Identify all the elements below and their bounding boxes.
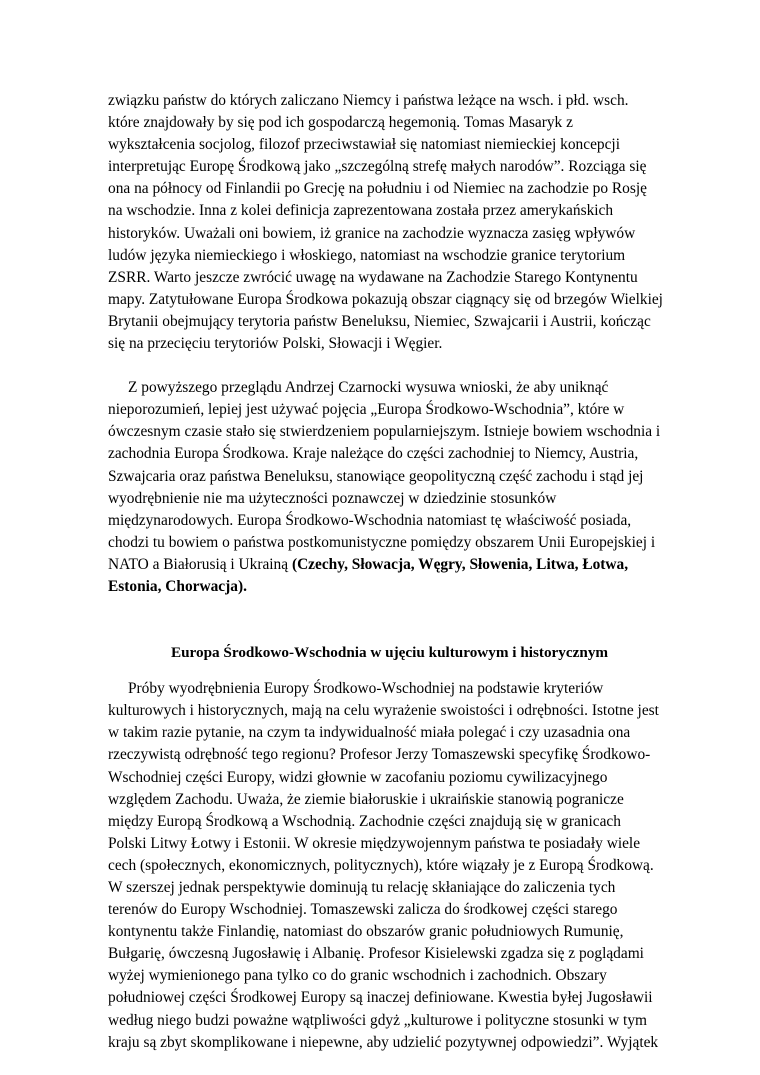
paragraph-3: Próby wyodrębnienia Europy Środkowo-Wschodniej na podstawie kryteriów kulturowych i historycznych, mają na celu wyrażenie swoistości i odrębności. Istotne jest w takim razie pytanie, na czym ta indywidualność miała polegać i czy uzasadnia ona rzeczywistą odrębność tego regionu? Profesor Jerzy Tomaszewski specyfikę Środkowo-Wschodniej części Europy, widzi głownie w zacofaniu poziomu cywilizacyjnego względem Zachodu. Uważa, że ziemie białoruskie i ukraińskie stanowią pogranicze między Europą Środkową a Wschodnią. Zachodnie części znajdują się w granicach Polski Litwy Łotwy i Estonii. W okresie międzywojennym państwa te posiadały wiele cech (społecznych, ekonomicznych, politycznych), które wiązały je z Europą Środkową. W szerszej jednak perspektywie dominują tu relację skłaniające do zaliczenia tych terenów do Europy Wschodniej. Tomaszewski zalicza do środkowej części starego kontynentu także Finlandię, natomiast do obszarów granic południowych Rumunię, Bułgarię, ówczesną Jugosławię i Albanię. Profesor Kisielewski zgadza się z poglądami wyżej wymienionego pana tylko co do granic wschodnich i zachodnich. Obszary południowej części Środkowej Europy są inaczej definiowane. Kwestia byłej Jugosławii według niego budzi poważne wątpliwości gdyż „kulturowe i polityczne stosunki w tym kraju są zbyt skomplikowane i niepewne, aby udzielić pozytywnej odpowiedzi”. Wyjątek bbox=[108, 680, 659, 1051]
paragraph-1: związku państw do których zaliczano Niemcy i państwa leżące na wsch. i płd. wsch. które znajdowały by się pod ich gospodarczą hegemonią. Tomas Masaryk z wykształcenia socjolog, filozof przeciwstawiał się natomiast niemieckiej koncepcji interpretując Europę Środkową jako „szczególną strefę małych narodów”. Rozciąga się ona na północy od Finlandii po Grecję na południu i od Niemiec na zachodzie po Rosję na wschodzie. Inna z kolei definicja zaprezentowana została przez amerykańskich historyków. Uważali oni bowiem, iż granice na zachodzie wyznacza zasięg wpływów ludów języka niemieckiego i włoskiego, natomiast na wschodzie granice terytorium ZSRR. Warto jeszcze zwrócić uwagę na wydawane na Zachodzie Starego Kontynentu mapy. Zatytułowane Europa Środkowa pokazują obszar ciągnący się od brzegów Wielkiej Brytanii obejmujący terytoria państw Beneluksu, Niemiec, Szwajcarii i Austrii, kończąc się na przecięciu terytoriów Polski, Słowacji i Węgier. bbox=[108, 92, 663, 353]
paragraph-2 bbox=[108, 377, 663, 598]
section-heading: Europa Środkowo-Wschodnia w ujęciu kulturowym i historycznym bbox=[170, 644, 609, 662]
paragraph-2-text: Z powyższego przeglądu Andrzej Czarnocki wysuwa wnioski, że aby uniknąć nieporozumień, lepiej jest używać pojęcia „Europa Środkowo-Wschodnia”, które w ówczesnym czasie stało się stwierdzeniem popularniejszym. Istnieje bowiem wschodnia i zachodnia Europa Środkowa. Kraje należące do części zachodniej to Niemcy, Austria, Szwajcaria oraz państwa Beneluksu, stanowiące geopolityczną część zachodu i stąd jej wyodrębnienie nie ma użyteczności poznawczej w dziedzinie stosunków międzynarodowych. Europa Środkowo-Wschodnia natomiast tę właściwość posiada, chodzi tu bowiem o państwa postkomunistyczne pomiędzy obszarem Unii Europejskiej i NATO a Białorusią i Ukrainą bbox=[108, 379, 661, 573]
paragraph-2-bold-countries: (Czechy, Słowacja, Węgry, Słowenia, Litwa, Łotwa, Estonia, Chorwacja). bbox=[108, 555, 629, 595]
section-spacer bbox=[108, 598, 663, 642]
document-page bbox=[108, 90, 663, 1054]
